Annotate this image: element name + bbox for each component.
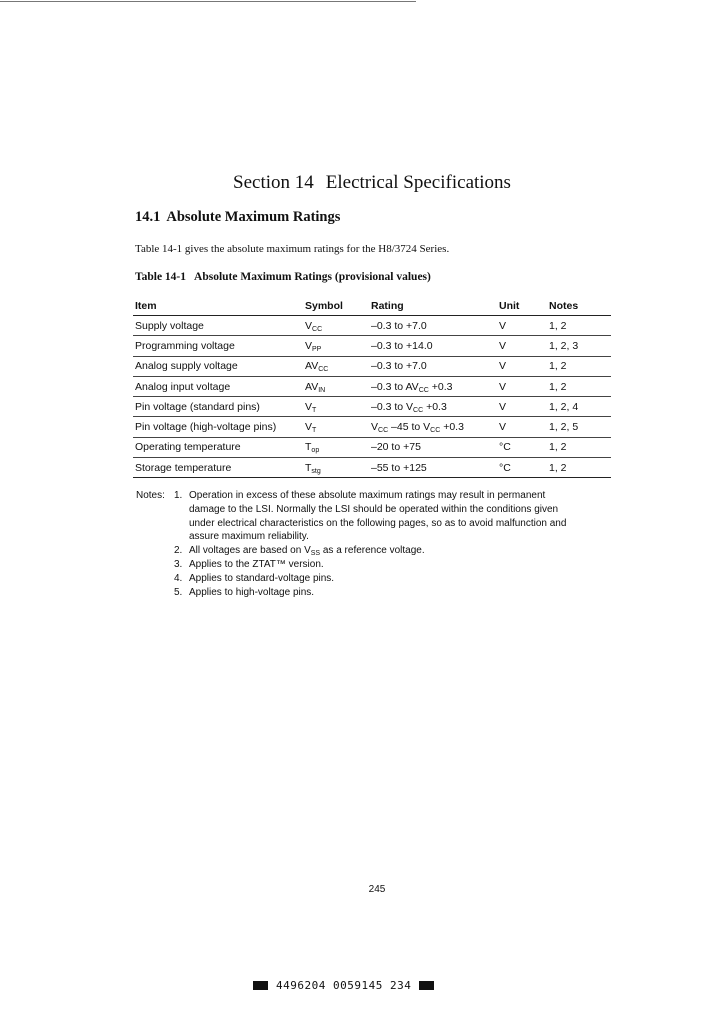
cell-item: Pin voltage (high-voltage pins) bbox=[133, 417, 303, 437]
cell-item: Analog input voltage bbox=[133, 376, 303, 396]
page-number: 245 bbox=[368, 884, 386, 895]
cell-symbol: $AV_{CC}$ bbox=[303, 356, 369, 376]
header-item: Item bbox=[133, 296, 303, 316]
cell-unit: V bbox=[497, 376, 547, 396]
cell-rating: –0.3 to +7.0 bbox=[369, 316, 497, 336]
cell-unit: °C bbox=[497, 437, 547, 457]
cell-notes: 1, 2, 4 bbox=[547, 397, 611, 417]
note-text: Applies to standard-voltage pins. bbox=[189, 572, 335, 584]
note-text: Operation in excess of these absolute maximum ratings may result in permanent bbox=[189, 490, 546, 501]
cell-item: Pin voltage (standard pins) bbox=[133, 397, 303, 417]
note-text: All voltages are based on $V_{SS}$ as a reference voltage. bbox=[189, 545, 425, 558]
table-caption-number: Table 14-1 bbox=[135, 271, 187, 283]
subsection-title: Absolute Maximum Ratings bbox=[166, 209, 341, 225]
table-header-row bbox=[133, 296, 611, 316]
cell-notes: 1, 2 bbox=[547, 376, 611, 396]
cell-item: Storage temperature bbox=[133, 458, 303, 478]
table-row bbox=[133, 437, 611, 457]
table-caption bbox=[135, 271, 431, 283]
cell-symbol: $T_{stg}$ bbox=[303, 458, 369, 478]
cell-unit: V bbox=[497, 417, 547, 437]
subsection-heading bbox=[135, 209, 340, 226]
note-number: 2. bbox=[174, 545, 183, 557]
table-caption-title: Absolute Maximum Ratings (provisional values) bbox=[194, 271, 431, 283]
cell-symbol: $V_{PP}$ bbox=[303, 336, 369, 356]
cell-rating: –0.3 to +7.0 bbox=[369, 356, 497, 376]
table-row bbox=[133, 336, 611, 356]
header-unit: Unit bbox=[497, 296, 547, 316]
header-notes: Notes bbox=[547, 296, 611, 316]
cell-symbol: $V_T$ bbox=[303, 417, 369, 437]
ratings-table bbox=[133, 296, 611, 478]
cell-unit: V bbox=[497, 316, 547, 336]
cell-rating: –0.3 to +14.0 bbox=[369, 336, 497, 356]
footer-code-text: 4496204 0059145 234 bbox=[276, 979, 412, 992]
cell-item: Operating temperature bbox=[133, 437, 303, 457]
cell-item: Analog supply voltage bbox=[133, 356, 303, 376]
cell-rating: –55 to +125 bbox=[369, 458, 497, 478]
cell-notes: 1, 2, 5 bbox=[547, 417, 611, 437]
note-number: 1. bbox=[174, 490, 183, 501]
section-name: Electrical Specifications bbox=[325, 172, 511, 193]
note-number: 4. bbox=[174, 572, 183, 584]
cell-unit: V bbox=[497, 336, 547, 356]
intro-paragraph: Table 14-1 gives the absolute maximum ratings for the H8/3724 Series. bbox=[135, 243, 450, 255]
cell-notes: 1, 2, 3 bbox=[547, 336, 611, 356]
table-row bbox=[133, 356, 611, 376]
note-text: assure maximum reliability. bbox=[189, 531, 309, 543]
note-text: under electrical characteristics on the following pages, so as to avoid malfunction and bbox=[189, 517, 567, 529]
cell-notes: 1, 2 bbox=[547, 458, 611, 478]
note-text: damage to the LSI. Normally the LSI should be operated within the conditions given bbox=[189, 503, 559, 515]
table-row bbox=[133, 376, 611, 396]
cell-symbol: $T_{op}$ bbox=[303, 437, 369, 457]
notes-label: Notes: bbox=[136, 490, 165, 501]
table-row bbox=[133, 397, 611, 417]
note-number: 5. bbox=[174, 586, 183, 598]
note-text: Applies to high-voltage pins. bbox=[189, 586, 315, 598]
cell-notes: 1, 2 bbox=[547, 316, 611, 336]
table-row bbox=[133, 458, 611, 478]
cell-notes: 1, 2 bbox=[547, 356, 611, 376]
footer-barcode bbox=[253, 979, 434, 992]
cell-symbol: $V_{CC}$ bbox=[303, 316, 369, 336]
header-symbol: Symbol bbox=[303, 296, 369, 316]
footer-block-left bbox=[253, 981, 268, 990]
cell-rating: –20 to +75 bbox=[369, 437, 497, 457]
cell-symbol: $AV_{IN}$ bbox=[303, 376, 369, 396]
cell-unit: °C bbox=[497, 458, 547, 478]
cell-rating: $V_{CC}$ –45 to $V_{CC} +0.3$ bbox=[369, 417, 497, 437]
cell-item: Programming voltage bbox=[133, 336, 303, 356]
header-rating: Rating bbox=[369, 296, 497, 316]
footer-block-right bbox=[419, 981, 434, 990]
table-row bbox=[133, 316, 611, 336]
cell-rating: –0.3 to $V_{CC} +0.3$ bbox=[369, 397, 497, 417]
cell-unit: V bbox=[497, 356, 547, 376]
subsection-number: 14.1 bbox=[135, 209, 161, 225]
cell-unit: V bbox=[497, 397, 547, 417]
scan-artifact-line bbox=[0, 1, 416, 2]
cell-notes: 1, 2 bbox=[547, 437, 611, 457]
cell-rating: –0.3 to $AV_{CC} +0.3$ bbox=[369, 376, 497, 396]
table-row bbox=[133, 417, 611, 437]
note-number: 3. bbox=[174, 558, 183, 570]
section-title bbox=[0, 172, 720, 194]
cell-symbol: $V_T$ bbox=[303, 397, 369, 417]
cell-item: Supply voltage bbox=[133, 316, 303, 336]
note-text: Applies to the ZTAT™ version. bbox=[189, 558, 324, 570]
section-number: Section 14 bbox=[233, 172, 314, 193]
